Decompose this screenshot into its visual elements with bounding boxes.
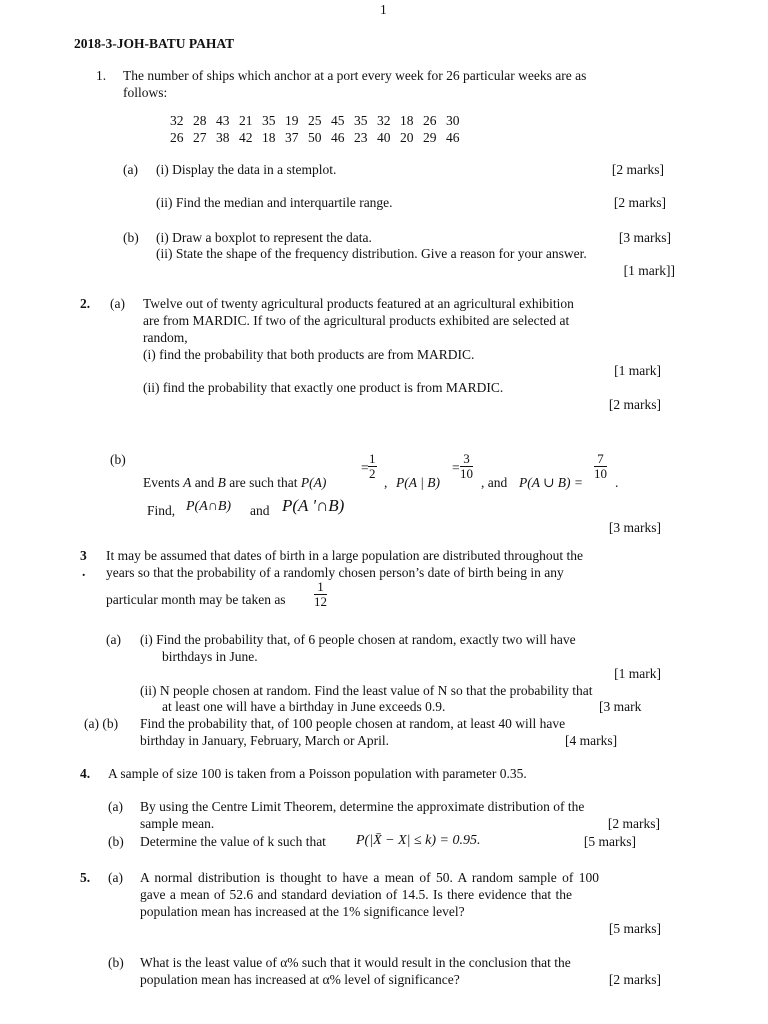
part-text: (i) Display the data in a stemplot.	[156, 162, 337, 177]
data-row-1	[170, 113, 469, 129]
data-value: 43	[216, 113, 230, 128]
period: .	[615, 475, 619, 490]
data-value: 25	[308, 113, 322, 128]
marks: [3 mark	[599, 699, 642, 714]
part-label: (b)	[108, 834, 124, 849]
marks: [2 marks]	[613, 195, 666, 210]
fraction-one-twelfth	[314, 580, 327, 609]
fraction-half	[368, 452, 377, 481]
data-value: 27	[193, 130, 207, 145]
denominator: 2	[369, 466, 376, 481]
marks: [4 marks]	[565, 733, 618, 748]
numerator: 1	[314, 580, 327, 595]
data-value: 19	[285, 113, 299, 128]
question-text: are from MARDIC. If two of the agricultural products exhibited are selected at	[143, 313, 570, 328]
part-text: (i) Find the probability that, of 6 people chosen at random, exactly two will have	[140, 632, 576, 647]
data-row-2	[170, 130, 469, 146]
question-number: 4.	[80, 766, 91, 781]
data-value: 32	[170, 113, 184, 128]
part-text: By using the Centre Limit Theorem, determine the approximate distribution of the	[140, 799, 585, 814]
data-value: 21	[239, 113, 253, 128]
question-text: A sample of size 100 is taken from a Poisson population with parameter 0.35.	[108, 766, 527, 781]
data-value: 42	[239, 130, 253, 145]
data-value: 18	[400, 113, 414, 128]
marks: [2 marks]	[608, 972, 661, 987]
part-label: (a)	[108, 799, 123, 814]
data-value: 45	[331, 113, 345, 128]
question-number: 1.	[96, 68, 107, 83]
data-value: 38	[216, 130, 230, 145]
data-value: 26	[170, 130, 184, 145]
question-text: The number of ships which anchor at a port every week for 26 particular weeks are as	[123, 68, 587, 83]
part-text: population mean has increased at α% level of significance?	[140, 972, 460, 987]
marks: [5 marks]	[583, 834, 636, 849]
question-text: Twelve out of twenty agricultural products featured at an agricultural exhibition	[143, 296, 574, 311]
data-value: 30	[446, 113, 460, 128]
part-text: What is the least value of α% such that it would result in the conclusion that the	[140, 955, 571, 970]
events-line	[143, 475, 326, 491]
event-b: B	[217, 475, 226, 490]
text: and	[191, 475, 218, 490]
question-number-dot: .	[82, 564, 86, 579]
part-text: (i) Draw a boxplot to represent the data.	[156, 230, 372, 245]
denominator: 12	[314, 594, 327, 609]
question-text: particular month may be taken as	[106, 592, 286, 607]
data-value: 35	[354, 113, 368, 128]
marks: [2 marks]	[608, 397, 661, 412]
part-text: (i) find the probability that both products are from MARDIC.	[143, 347, 475, 362]
equals-sign: =	[452, 460, 460, 475]
text: , and	[481, 475, 508, 490]
marks: [5 marks]	[608, 921, 661, 936]
expression-intersection: P(A∩B)	[186, 499, 232, 514]
denominator: 10	[460, 466, 473, 481]
part-text: Find the probability that, of 100 people chosen at random, at least 40 will have	[140, 716, 566, 731]
part-text: birthdays in June.	[162, 649, 258, 664]
part-text: (ii) find the probability that exactly one product is from MARDIC.	[143, 380, 504, 395]
data-value: 37	[285, 130, 299, 145]
prob-a: P(A)	[300, 475, 327, 490]
question-number: 2.	[80, 296, 91, 311]
text: are such that	[225, 475, 301, 490]
numerator: 1	[369, 451, 376, 466]
part-text: (ii) State the shape of the frequency distribution. Give a reason for your answer.	[156, 246, 587, 261]
fraction-three-tenths	[460, 452, 473, 481]
part-label: (b)	[110, 452, 126, 467]
data-value: 18	[262, 130, 276, 145]
question-text: It may be assumed that dates of birth in a large population are distributed throughout the	[106, 548, 584, 563]
prob-a-union-b: P(A ∪ B) =	[519, 475, 584, 490]
comma: ,	[384, 475, 388, 490]
probability-expression: P(|X̄ − X| ≤ k) = 0.95.	[356, 833, 481, 848]
part-text: birthday in January, February, March or April.	[140, 733, 390, 748]
part-label: (b)	[123, 230, 139, 245]
numerator: 3	[460, 452, 473, 467]
question-number: 5.	[80, 870, 91, 885]
part-label: (a) (b)	[84, 716, 119, 731]
part-text: gave a mean of 52.6 and standard deviation of 14.5. Is there evidence that the	[140, 887, 572, 902]
part-label: (a)	[106, 632, 121, 647]
data-value: 40	[377, 130, 391, 145]
part-text: A normal distribution is thought to have a mean of 50. A random sample of 100	[140, 870, 599, 885]
data-value: 35	[262, 113, 276, 128]
data-value: 23	[354, 130, 368, 145]
marks: [1 mark]]	[623, 263, 675, 278]
page-number: 1	[380, 2, 387, 17]
marks: [3 marks]	[618, 230, 671, 245]
equals-sign: =	[361, 460, 369, 475]
document-header: 2018-3-JOH-BATU PAHAT	[74, 36, 235, 51]
text: Events	[143, 475, 184, 490]
event-a: A	[183, 475, 192, 490]
data-value: 46	[331, 130, 345, 145]
marks: [2 marks]	[611, 162, 664, 177]
part-text: population mean has increased at the 1% significance level?	[140, 904, 465, 919]
prob-a-given-b: P(A | B)	[396, 475, 440, 490]
part-text: Determine the value of k such that	[140, 834, 326, 849]
data-value: 50	[308, 130, 322, 145]
data-value: 26	[423, 113, 437, 128]
fraction-seven-tenths	[594, 452, 607, 481]
marks: [3 marks]	[608, 520, 661, 535]
part-text: (ii) N people chosen at random. Find the least value of N so that the probability that	[140, 683, 593, 698]
question-text: follows:	[123, 85, 168, 100]
part-label: (a)	[110, 296, 125, 311]
numerator: 7	[594, 452, 607, 467]
expression-complement-intersection: P(A '∩B)	[282, 496, 345, 515]
part-label: (a)	[108, 870, 123, 885]
part-text: sample mean.	[140, 816, 215, 831]
marks: [1 mark]	[614, 363, 661, 378]
data-value: 32	[377, 113, 391, 128]
question-text: years so that the probability of a randomly chosen person’s date of birth being in any	[106, 565, 564, 580]
marks: [2 marks]	[607, 816, 660, 831]
part-text: (ii) Find the median and interquartile range.	[156, 195, 393, 210]
question-text: random,	[143, 330, 188, 345]
part-label: (b)	[108, 955, 124, 970]
question-number: 3	[80, 548, 87, 563]
part-text: at least one will have a birthday in June exceeds 0.9.	[162, 699, 446, 714]
data-value: 20	[400, 130, 414, 145]
data-value: 29	[423, 130, 437, 145]
denominator: 10	[594, 466, 607, 481]
marks: [1 mark]	[614, 666, 661, 681]
data-value: 28	[193, 113, 207, 128]
data-value: 46	[446, 130, 460, 145]
part-label: (a)	[123, 162, 138, 177]
find-label: Find,	[147, 503, 176, 518]
text: and	[250, 503, 270, 518]
